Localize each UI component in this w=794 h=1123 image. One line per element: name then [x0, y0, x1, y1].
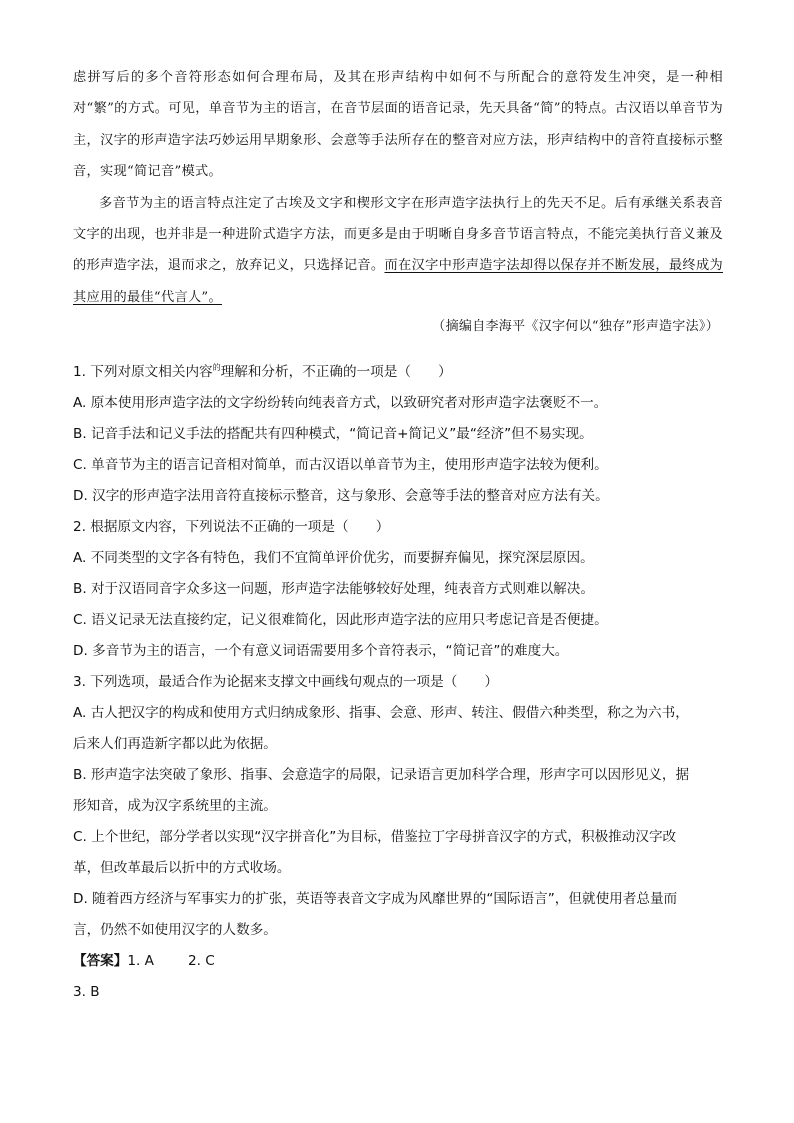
passage-paragraph: 虑拼写后的多个音符形态如何合理布局，及其在形声结构中如何不与所配合的意符发生冲突，是一种相对“繁”的方式。可见，单音节为主的语言，在音节层面的语音记录，先天具备“简”的特点。古汉语以单音节为主，汉字的形声造字法巧妙运用早期象形、会意等手法所存在的整音对应方法，形声结构中的音符直接标示整音，实现“简记音”模式。 [73, 70, 723, 180]
answer-1: 1. A [127, 953, 154, 969]
answer-3: 3. B [73, 984, 100, 1000]
question-stem-mark: 的 [212, 363, 221, 372]
reading-passage [73, 62, 723, 313]
question-stem: 3. 下列选项，最适合作为论据来支撑文中画线句观点的一项是（ ） [73, 674, 499, 690]
option-a-continued: 后来人们再造新字都以此为依据。 [73, 736, 277, 752]
passage-paragraph [73, 188, 723, 314]
option-d: D. 汉字的形声造字法用音符直接标示整音，这与象形、会意等手法的整音对应方法有关。 [73, 488, 609, 504]
answer-2: 2. C [187, 953, 215, 969]
question-stem [73, 352, 723, 388]
option-c: C. 语义记录无法直接约定，记义很难简化，因此形声造字法的应用只考虑记音是否便捷。 [73, 612, 608, 628]
option-c-continued: 革，但改革最后以折中的方式收场。 [73, 860, 291, 876]
option-d: D. 多音节为主的语言，一个有意义词语需要用多个音符表示，“简记音”的难度大。 [73, 643, 569, 659]
option-b-continued: 形知音，成为汉字系统里的主流。 [73, 798, 277, 814]
option-a: A. 原本使用形声造字法的文字纷纷转向纯表音方式，以致研究者对形声造字法褒贬不一。 [73, 395, 608, 411]
option-c: C. 单音节为主的语言记音相对简单，而古汉语以单音节为主，使用形声造字法较为便利。 [73, 457, 608, 473]
source-citation: （摘编自李海平《汉字何以“独存”形声造字法》） [432, 319, 719, 334]
option-d: D. 随着西方经济与军事实力的扩张，英语等表音文字成为风靡世界的“国际语言”，但就使用者总量而 [73, 891, 678, 907]
question-stem-text: 1. 下列对原文相关内容 [73, 364, 213, 380]
answer-line [73, 946, 723, 977]
option-c: C. 上个世纪，部分学者以实现“汉字拼音化”为目标，借鉴拉丁字母拼音汉字的方式，积极推动汉字改 [73, 829, 677, 845]
passage-text: 多音节为主的语言特点注定了古埃及文字和楔形文字在形声造字法执行上的先天不足。后有承继关系表音文字的出现，也并非是一种进阶式造字方法，而更多是由于明晰自身多音节语言特点，不能完美执行音义兼及的形声造字法，退而求之，放弃记义，只选择记音。 [73, 195, 723, 274]
question-stem-text: 理解和分析，不正确的一项是（ ） [220, 364, 452, 380]
option-d-continued: 言，仍然不如使用汉字的人数多。 [73, 922, 277, 938]
option-b: B. 对于汉语同音字众多这一问题，形声造字法能够较好处理，纯表音方式则难以解决。 [73, 581, 594, 597]
option-a: A. 不同类型的文字各有特色，我们不宜简单评价优劣，而要摒弃偏见，探究深层原因。 [73, 550, 594, 566]
answer-tag: 【答案】 [73, 953, 128, 969]
question-stem: 2. 根据原文内容，下列说法不正确的一项是（ ） [73, 519, 390, 535]
underlined-sentence: 而在汉字中形声造字法却得以保存并不断发展，最终成为其应用的最佳“代言人”。 [73, 258, 723, 305]
questions-section [73, 352, 723, 1008]
option-b: B. 形声造字法突破了象形、指事、会意造字的局限，记录语言更加科学合理，形声字可以因形见义，据 [73, 767, 690, 783]
option-a: A. 古人把汉字的构成和使用方式归纳成象形、指事、会意、形声、转注、假借六种类型，称之为六书， [73, 705, 689, 721]
option-b: B. 记音手法和记义手法的搭配共有四种模式，“简记音+简记义”最“经济”但不易实现。 [73, 426, 593, 442]
